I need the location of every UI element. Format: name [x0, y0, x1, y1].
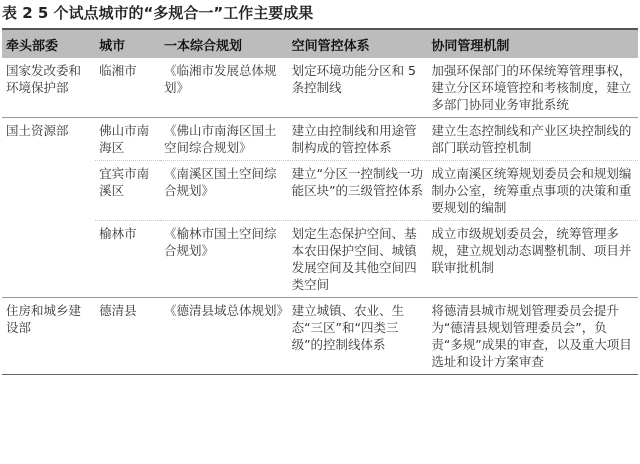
cell-lead-department	[2, 221, 95, 298]
cell-comprehensive-plan: 《临湘市发展总体规划》	[163, 63, 277, 95]
cell-coordination-mechanism: 成立市级规划委员会，统筹管理多规，建立规划动态调整机制、项目并联审批机制	[427, 221, 638, 298]
header-lead-department: 牵头部委	[2, 29, 95, 58]
table-row	[2, 161, 638, 221]
cell-coordination-mechanism: 将德清县城市规划管理委员会提升为“德清县规划管理委员会”，负责“多规”成果的审查，以及重大项目选址和设计方案审查	[427, 298, 638, 375]
cell-city: 佛山市南海区	[95, 118, 160, 161]
cell-spatial-control-system: 建立城镇、农业、生态“三区”和“四类三级”的控制线体系	[288, 298, 428, 375]
cell-lead-department: 住房和城乡建设部	[2, 298, 95, 375]
cell-spatial-control-system: 划定生态保护空间、基本农田保护空间、城镇发展空间及其他空间四类空间	[288, 221, 428, 298]
cell-city: 临湘市	[99, 63, 137, 78]
cell-lead-department: 国家发改委和环境保护部	[6, 63, 82, 95]
cell-coordination-mechanism: 加强环保部门的环保统筹管理事权，建立分区环境管控和考核制度，建立多部门协同业务审批系统	[431, 63, 632, 112]
cell-comprehensive-plan: 《德清县域总体规划》	[160, 298, 288, 375]
table-row	[2, 298, 638, 375]
cell-comprehensive-plan: 《榆林市国土空间综合规划》	[160, 221, 288, 298]
cell-city: 宜宾市南溪区	[95, 161, 160, 221]
cell-city: 榆林市	[95, 221, 160, 298]
cell-spatial-control-system: 建立“分区一控制线一功能区块”的三级管控体系	[288, 161, 428, 221]
cell-coordination-mechanism: 成立南溪区统筹规划委员会和规划编制办公室，统筹重点事项的决策和重要规划的编制	[427, 161, 638, 221]
table-caption: 表 2 5 个试点城市的“多规合一”工作主要成果	[2, 4, 314, 22]
table-row	[2, 118, 638, 161]
header-coordination-mechanism: 协同管理机制	[427, 29, 638, 58]
table-header-row	[2, 29, 638, 58]
header-comprehensive-plan: 一本综合规划	[160, 29, 288, 58]
cell-lead-department: 国土资源部	[2, 118, 95, 161]
header-spatial-control-system: 空间管控体系	[288, 29, 428, 58]
cell-coordination-mechanism: 建立生态控制线和产业区块控制线的部门联动管控机制	[427, 118, 638, 161]
cell-lead-department	[2, 161, 95, 221]
table-row	[2, 58, 638, 118]
cell-city: 德清县	[95, 298, 160, 375]
table-row	[2, 221, 638, 298]
cell-spatial-control-system: 建立由控制线和用途管制构成的管控体系	[288, 118, 428, 161]
results-table	[2, 28, 638, 375]
cell-comprehensive-plan: 《佛山市南海区国土空间综合规划》	[160, 118, 288, 161]
cell-spatial-control-system: 划定环境功能分区和 5 条控制线	[291, 63, 417, 95]
cell-comprehensive-plan: 《南溪区国土空间综合规划》	[160, 161, 288, 221]
header-city: 城市	[95, 29, 160, 58]
